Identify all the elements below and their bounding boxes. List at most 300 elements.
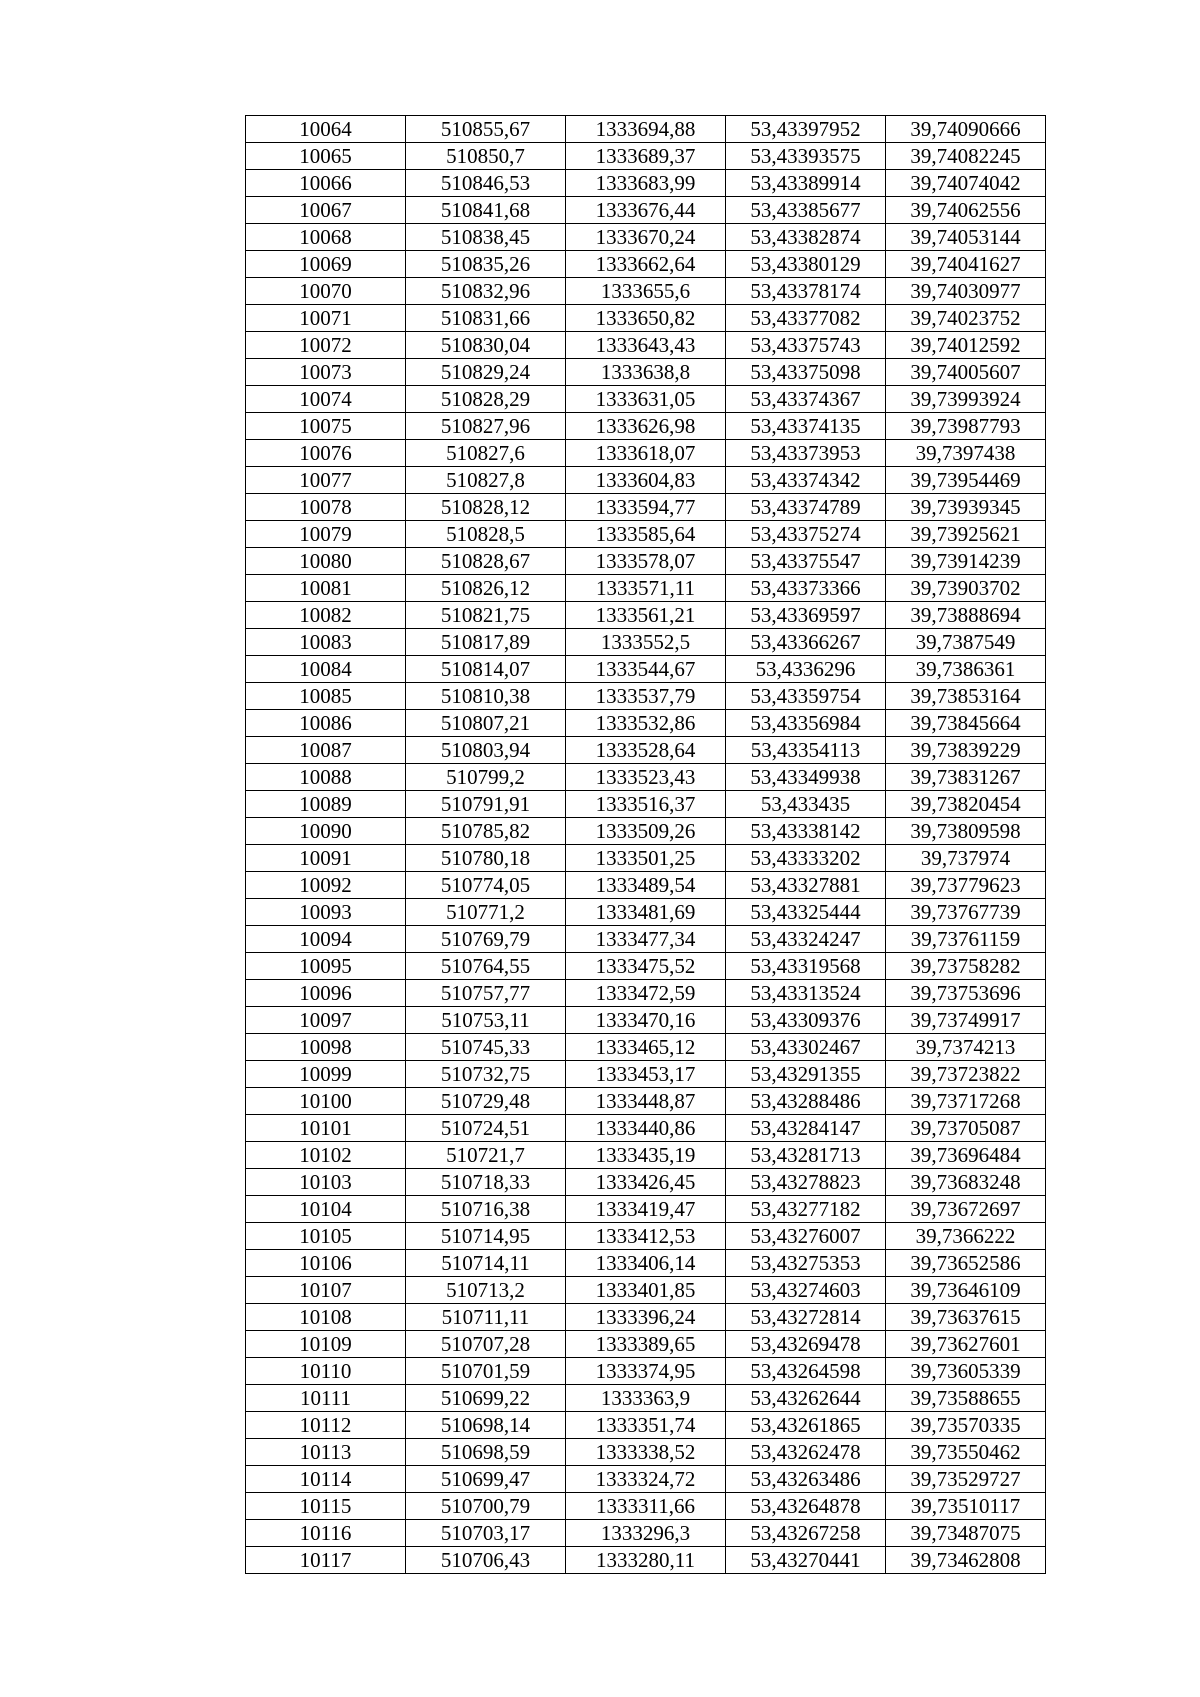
latitude-cell: 53,43309376: [726, 1007, 886, 1034]
y-coordinate-cell: 1333638,8: [566, 359, 726, 386]
point-number-cell: 10092: [246, 872, 406, 899]
latitude-cell: 53,43374367: [726, 386, 886, 413]
longitude-cell: 39,73831267: [886, 764, 1046, 791]
latitude-cell: 53,43374789: [726, 494, 886, 521]
longitude-cell: 39,74090666: [886, 116, 1046, 143]
table-row: [246, 224, 1046, 251]
x-coordinate-cell: 510807,21: [406, 710, 566, 737]
longitude-cell: 39,7386361: [886, 656, 1046, 683]
point-number-cell: 10077: [246, 467, 406, 494]
x-coordinate-cell: 510698,59: [406, 1439, 566, 1466]
longitude-cell: 39,73588655: [886, 1385, 1046, 1412]
y-coordinate-cell: 1333338,52: [566, 1439, 726, 1466]
x-coordinate-cell: 510828,5: [406, 521, 566, 548]
longitude-cell: 39,7397438: [886, 440, 1046, 467]
point-number-cell: 10081: [246, 575, 406, 602]
point-number-cell: 10105: [246, 1223, 406, 1250]
point-number-cell: 10065: [246, 143, 406, 170]
longitude-cell: 39,73758282: [886, 953, 1046, 980]
x-coordinate-cell: 510711,11: [406, 1304, 566, 1331]
y-coordinate-cell: 1333683,99: [566, 170, 726, 197]
x-coordinate-cell: 510714,11: [406, 1250, 566, 1277]
latitude-cell: 53,43275353: [726, 1250, 886, 1277]
longitude-cell: 39,73839229: [886, 737, 1046, 764]
latitude-cell: 53,43393575: [726, 143, 886, 170]
point-number-cell: 10071: [246, 305, 406, 332]
table-row: [246, 953, 1046, 980]
x-coordinate-cell: 510841,68: [406, 197, 566, 224]
x-coordinate-cell: 510707,28: [406, 1331, 566, 1358]
longitude-cell: 39,73696484: [886, 1142, 1046, 1169]
longitude-cell: 39,7374213: [886, 1034, 1046, 1061]
latitude-cell: 53,43373953: [726, 440, 886, 467]
point-number-cell: 10109: [246, 1331, 406, 1358]
longitude-cell: 39,74030977: [886, 278, 1046, 305]
table-row: [246, 764, 1046, 791]
longitude-cell: 39,73723822: [886, 1061, 1046, 1088]
point-number-cell: 10100: [246, 1088, 406, 1115]
longitude-cell: 39,73820454: [886, 791, 1046, 818]
point-number-cell: 10117: [246, 1547, 406, 1574]
x-coordinate-cell: 510757,77: [406, 980, 566, 1007]
point-number-cell: 10082: [246, 602, 406, 629]
x-coordinate-cell: 510769,79: [406, 926, 566, 953]
point-number-cell: 10104: [246, 1196, 406, 1223]
longitude-cell: 39,73672697: [886, 1196, 1046, 1223]
y-coordinate-cell: 1333618,07: [566, 440, 726, 467]
table-row: [246, 737, 1046, 764]
longitude-cell: 39,73637615: [886, 1304, 1046, 1331]
y-coordinate-cell: 1333561,21: [566, 602, 726, 629]
point-number-cell: 10087: [246, 737, 406, 764]
point-number-cell: 10086: [246, 710, 406, 737]
longitude-cell: 39,74082245: [886, 143, 1046, 170]
table-row: [246, 1169, 1046, 1196]
longitude-cell: 39,73646109: [886, 1277, 1046, 1304]
x-coordinate-cell: 510831,66: [406, 305, 566, 332]
table-row: [246, 1547, 1046, 1574]
table-row: [246, 1412, 1046, 1439]
x-coordinate-cell: 510827,8: [406, 467, 566, 494]
table-row: [246, 359, 1046, 386]
latitude-cell: 53,43366267: [726, 629, 886, 656]
point-number-cell: 10112: [246, 1412, 406, 1439]
point-number-cell: 10110: [246, 1358, 406, 1385]
y-coordinate-cell: 1333694,88: [566, 116, 726, 143]
latitude-cell: 53,43324247: [726, 926, 886, 953]
latitude-cell: 53,43373366: [726, 575, 886, 602]
longitude-cell: 39,73779623: [886, 872, 1046, 899]
x-coordinate-cell: 510828,67: [406, 548, 566, 575]
coordinates-table-body: [246, 116, 1046, 1574]
longitude-cell: 39,73809598: [886, 818, 1046, 845]
longitude-cell: 39,73717268: [886, 1088, 1046, 1115]
point-number-cell: 10068: [246, 224, 406, 251]
y-coordinate-cell: 1333670,24: [566, 224, 726, 251]
table-row: [246, 629, 1046, 656]
table-row: [246, 1088, 1046, 1115]
point-number-cell: 10091: [246, 845, 406, 872]
x-coordinate-cell: 510814,07: [406, 656, 566, 683]
x-coordinate-cell: 510830,04: [406, 332, 566, 359]
point-number-cell: 10072: [246, 332, 406, 359]
y-coordinate-cell: 1333643,43: [566, 332, 726, 359]
longitude-cell: 39,74012592: [886, 332, 1046, 359]
table-row: [246, 1520, 1046, 1547]
longitude-cell: 39,73705087: [886, 1115, 1046, 1142]
x-coordinate-cell: 510810,38: [406, 683, 566, 710]
point-number-cell: 10064: [246, 116, 406, 143]
longitude-cell: 39,73570335: [886, 1412, 1046, 1439]
table-row: [246, 683, 1046, 710]
table-row: [246, 440, 1046, 467]
table-row: [246, 1493, 1046, 1520]
table-row: [246, 1439, 1046, 1466]
table-row: [246, 1250, 1046, 1277]
latitude-cell: 53,43272814: [726, 1304, 886, 1331]
latitude-cell: 53,43375274: [726, 521, 886, 548]
latitude-cell: 53,43269478: [726, 1331, 886, 1358]
y-coordinate-cell: 1333523,43: [566, 764, 726, 791]
longitude-cell: 39,73487075: [886, 1520, 1046, 1547]
point-number-cell: 10067: [246, 197, 406, 224]
latitude-cell: 53,43302467: [726, 1034, 886, 1061]
x-coordinate-cell: 510826,12: [406, 575, 566, 602]
table-row: [246, 1196, 1046, 1223]
point-number-cell: 10079: [246, 521, 406, 548]
latitude-cell: 53,43389914: [726, 170, 886, 197]
x-coordinate-cell: 510732,75: [406, 1061, 566, 1088]
latitude-cell: 53,43385677: [726, 197, 886, 224]
y-coordinate-cell: 1333655,6: [566, 278, 726, 305]
latitude-cell: 53,43281713: [726, 1142, 886, 1169]
latitude-cell: 53,43375098: [726, 359, 886, 386]
latitude-cell: 53,43380129: [726, 251, 886, 278]
table-row: [246, 710, 1046, 737]
y-coordinate-cell: 1333448,87: [566, 1088, 726, 1115]
latitude-cell: 53,43278823: [726, 1169, 886, 1196]
longitude-cell: 39,74041627: [886, 251, 1046, 278]
longitude-cell: 39,737974: [886, 845, 1046, 872]
y-coordinate-cell: 1333280,11: [566, 1547, 726, 1574]
x-coordinate-cell: 510827,96: [406, 413, 566, 440]
table-row: [246, 602, 1046, 629]
point-number-cell: 10066: [246, 170, 406, 197]
y-coordinate-cell: 1333477,34: [566, 926, 726, 953]
table-row: [246, 278, 1046, 305]
longitude-cell: 39,73749917: [886, 1007, 1046, 1034]
latitude-cell: 53,43382874: [726, 224, 886, 251]
x-coordinate-cell: 510829,24: [406, 359, 566, 386]
latitude-cell: 53,43263486: [726, 1466, 886, 1493]
longitude-cell: 39,73914239: [886, 548, 1046, 575]
x-coordinate-cell: 510791,91: [406, 791, 566, 818]
table-row: [246, 1007, 1046, 1034]
x-coordinate-cell: 510713,2: [406, 1277, 566, 1304]
x-coordinate-cell: 510827,6: [406, 440, 566, 467]
table-row: [246, 116, 1046, 143]
table-row: [246, 413, 1046, 440]
latitude-cell: 53,43261865: [726, 1412, 886, 1439]
x-coordinate-cell: 510698,14: [406, 1412, 566, 1439]
longitude-cell: 39,74062556: [886, 197, 1046, 224]
x-coordinate-cell: 510780,18: [406, 845, 566, 872]
x-coordinate-cell: 510817,89: [406, 629, 566, 656]
x-coordinate-cell: 510745,33: [406, 1034, 566, 1061]
latitude-cell: 53,43288486: [726, 1088, 886, 1115]
y-coordinate-cell: 1333440,86: [566, 1115, 726, 1142]
point-number-cell: 10097: [246, 1007, 406, 1034]
point-number-cell: 10090: [246, 818, 406, 845]
latitude-cell: 53,433435: [726, 791, 886, 818]
point-number-cell: 10111: [246, 1385, 406, 1412]
y-coordinate-cell: 1333324,72: [566, 1466, 726, 1493]
table-row: [246, 386, 1046, 413]
latitude-cell: 53,43369597: [726, 602, 886, 629]
point-number-cell: 10113: [246, 1439, 406, 1466]
latitude-cell: 53,43270441: [726, 1547, 886, 1574]
latitude-cell: 53,43313524: [726, 980, 886, 1007]
table-row: [246, 305, 1046, 332]
table-row: [246, 1061, 1046, 1088]
x-coordinate-cell: 510774,05: [406, 872, 566, 899]
x-coordinate-cell: 510771,2: [406, 899, 566, 926]
x-coordinate-cell: 510729,48: [406, 1088, 566, 1115]
point-number-cell: 10075: [246, 413, 406, 440]
x-coordinate-cell: 510700,79: [406, 1493, 566, 1520]
longitude-cell: 39,73903702: [886, 575, 1046, 602]
table-row: [246, 143, 1046, 170]
y-coordinate-cell: 1333509,26: [566, 818, 726, 845]
latitude-cell: 53,43327881: [726, 872, 886, 899]
y-coordinate-cell: 1333435,19: [566, 1142, 726, 1169]
point-number-cell: 10096: [246, 980, 406, 1007]
table-row: [246, 1115, 1046, 1142]
x-coordinate-cell: 510832,96: [406, 278, 566, 305]
x-coordinate-cell: 510821,75: [406, 602, 566, 629]
longitude-cell: 39,73954469: [886, 467, 1046, 494]
table-row: [246, 1142, 1046, 1169]
point-number-cell: 10115: [246, 1493, 406, 1520]
table-row: [246, 1358, 1046, 1385]
point-number-cell: 10085: [246, 683, 406, 710]
table-row: [246, 548, 1046, 575]
y-coordinate-cell: 1333465,12: [566, 1034, 726, 1061]
point-number-cell: 10095: [246, 953, 406, 980]
y-coordinate-cell: 1333631,05: [566, 386, 726, 413]
x-coordinate-cell: 510846,53: [406, 170, 566, 197]
y-coordinate-cell: 1333604,83: [566, 467, 726, 494]
table-row: [246, 656, 1046, 683]
latitude-cell: 53,43397952: [726, 116, 886, 143]
latitude-cell: 53,4336296: [726, 656, 886, 683]
point-number-cell: 10084: [246, 656, 406, 683]
table-row: [246, 170, 1046, 197]
y-coordinate-cell: 1333396,24: [566, 1304, 726, 1331]
latitude-cell: 53,43359754: [726, 683, 886, 710]
x-coordinate-cell: 510701,59: [406, 1358, 566, 1385]
latitude-cell: 53,43274603: [726, 1277, 886, 1304]
longitude-cell: 39,7366222: [886, 1223, 1046, 1250]
latitude-cell: 53,43338142: [726, 818, 886, 845]
y-coordinate-cell: 1333475,52: [566, 953, 726, 980]
latitude-cell: 53,43378174: [726, 278, 886, 305]
x-coordinate-cell: 510799,2: [406, 764, 566, 791]
table-row: [246, 1385, 1046, 1412]
point-number-cell: 10078: [246, 494, 406, 521]
x-coordinate-cell: 510828,12: [406, 494, 566, 521]
x-coordinate-cell: 510764,55: [406, 953, 566, 980]
y-coordinate-cell: 1333351,74: [566, 1412, 726, 1439]
table-row: [246, 1223, 1046, 1250]
table-row: [246, 899, 1046, 926]
y-coordinate-cell: 1333389,65: [566, 1331, 726, 1358]
y-coordinate-cell: 1333481,69: [566, 899, 726, 926]
y-coordinate-cell: 1333516,37: [566, 791, 726, 818]
y-coordinate-cell: 1333626,98: [566, 413, 726, 440]
latitude-cell: 53,43276007: [726, 1223, 886, 1250]
x-coordinate-cell: 510716,38: [406, 1196, 566, 1223]
y-coordinate-cell: 1333532,86: [566, 710, 726, 737]
table-row: [246, 1304, 1046, 1331]
x-coordinate-cell: 510714,95: [406, 1223, 566, 1250]
y-coordinate-cell: 1333594,77: [566, 494, 726, 521]
y-coordinate-cell: 1333453,17: [566, 1061, 726, 1088]
point-number-cell: 10080: [246, 548, 406, 575]
table-row: [246, 494, 1046, 521]
point-number-cell: 10107: [246, 1277, 406, 1304]
latitude-cell: 53,43354113: [726, 737, 886, 764]
longitude-cell: 39,7387549: [886, 629, 1046, 656]
coordinates-table: [245, 115, 1046, 1574]
point-number-cell: 10070: [246, 278, 406, 305]
point-number-cell: 10102: [246, 1142, 406, 1169]
x-coordinate-cell: 510753,11: [406, 1007, 566, 1034]
longitude-cell: 39,73888694: [886, 602, 1046, 629]
longitude-cell: 39,73550462: [886, 1439, 1046, 1466]
latitude-cell: 53,43333202: [726, 845, 886, 872]
longitude-cell: 39,73627601: [886, 1331, 1046, 1358]
y-coordinate-cell: 1333472,59: [566, 980, 726, 1007]
point-number-cell: 10069: [246, 251, 406, 278]
y-coordinate-cell: 1333489,54: [566, 872, 726, 899]
table-row: [246, 197, 1046, 224]
latitude-cell: 53,43375547: [726, 548, 886, 575]
longitude-cell: 39,73761159: [886, 926, 1046, 953]
y-coordinate-cell: 1333401,85: [566, 1277, 726, 1304]
longitude-cell: 39,74053144: [886, 224, 1046, 251]
point-number-cell: 10103: [246, 1169, 406, 1196]
latitude-cell: 53,43267258: [726, 1520, 886, 1547]
y-coordinate-cell: 1333528,64: [566, 737, 726, 764]
longitude-cell: 39,73683248: [886, 1169, 1046, 1196]
y-coordinate-cell: 1333470,16: [566, 1007, 726, 1034]
table-row: [246, 818, 1046, 845]
y-coordinate-cell: 1333501,25: [566, 845, 726, 872]
latitude-cell: 53,43356984: [726, 710, 886, 737]
y-coordinate-cell: 1333578,07: [566, 548, 726, 575]
longitude-cell: 39,73939345: [886, 494, 1046, 521]
point-number-cell: 10114: [246, 1466, 406, 1493]
y-coordinate-cell: 1333426,45: [566, 1169, 726, 1196]
point-number-cell: 10088: [246, 764, 406, 791]
point-number-cell: 10074: [246, 386, 406, 413]
y-coordinate-cell: 1333689,37: [566, 143, 726, 170]
latitude-cell: 53,43375743: [726, 332, 886, 359]
table-row: [246, 1466, 1046, 1493]
longitude-cell: 39,73652586: [886, 1250, 1046, 1277]
x-coordinate-cell: 510724,51: [406, 1115, 566, 1142]
point-number-cell: 10108: [246, 1304, 406, 1331]
longitude-cell: 39,73462808: [886, 1547, 1046, 1574]
y-coordinate-cell: 1333650,82: [566, 305, 726, 332]
point-number-cell: 10101: [246, 1115, 406, 1142]
y-coordinate-cell: 1333585,64: [566, 521, 726, 548]
y-coordinate-cell: 1333412,53: [566, 1223, 726, 1250]
longitude-cell: 39,73510117: [886, 1493, 1046, 1520]
x-coordinate-cell: 510838,45: [406, 224, 566, 251]
table-row: [246, 1034, 1046, 1061]
point-number-cell: 10083: [246, 629, 406, 656]
longitude-cell: 39,73753696: [886, 980, 1046, 1007]
table-row: [246, 575, 1046, 602]
table-row: [246, 791, 1046, 818]
point-number-cell: 10089: [246, 791, 406, 818]
y-coordinate-cell: 1333676,44: [566, 197, 726, 224]
table-row: [246, 926, 1046, 953]
y-coordinate-cell: 1333537,79: [566, 683, 726, 710]
x-coordinate-cell: 510706,43: [406, 1547, 566, 1574]
point-number-cell: 10073: [246, 359, 406, 386]
latitude-cell: 53,43262478: [726, 1439, 886, 1466]
y-coordinate-cell: 1333311,66: [566, 1493, 726, 1520]
latitude-cell: 53,43374342: [726, 467, 886, 494]
longitude-cell: 39,73993924: [886, 386, 1046, 413]
y-coordinate-cell: 1333571,11: [566, 575, 726, 602]
longitude-cell: 39,74023752: [886, 305, 1046, 332]
table-row: [246, 251, 1046, 278]
longitude-cell: 39,74005607: [886, 359, 1046, 386]
longitude-cell: 39,73605339: [886, 1358, 1046, 1385]
x-coordinate-cell: 510699,47: [406, 1466, 566, 1493]
x-coordinate-cell: 510828,29: [406, 386, 566, 413]
x-coordinate-cell: 510785,82: [406, 818, 566, 845]
x-coordinate-cell: 510703,17: [406, 1520, 566, 1547]
longitude-cell: 39,73529727: [886, 1466, 1046, 1493]
latitude-cell: 53,43291355: [726, 1061, 886, 1088]
latitude-cell: 53,43277182: [726, 1196, 886, 1223]
longitude-cell: 39,73767739: [886, 899, 1046, 926]
latitude-cell: 53,43374135: [726, 413, 886, 440]
point-number-cell: 10094: [246, 926, 406, 953]
y-coordinate-cell: 1333374,95: [566, 1358, 726, 1385]
latitude-cell: 53,43284147: [726, 1115, 886, 1142]
x-coordinate-cell: 510718,33: [406, 1169, 566, 1196]
longitude-cell: 39,73845664: [886, 710, 1046, 737]
longitude-cell: 39,73987793: [886, 413, 1046, 440]
longitude-cell: 39,74074042: [886, 170, 1046, 197]
x-coordinate-cell: 510835,26: [406, 251, 566, 278]
point-number-cell: 10116: [246, 1520, 406, 1547]
table-row: [246, 467, 1046, 494]
latitude-cell: 53,43349938: [726, 764, 886, 791]
table-row: [246, 872, 1046, 899]
table-row: [246, 521, 1046, 548]
x-coordinate-cell: 510803,94: [406, 737, 566, 764]
x-coordinate-cell: 510721,7: [406, 1142, 566, 1169]
latitude-cell: 53,43319568: [726, 953, 886, 980]
latitude-cell: 53,43264878: [726, 1493, 886, 1520]
